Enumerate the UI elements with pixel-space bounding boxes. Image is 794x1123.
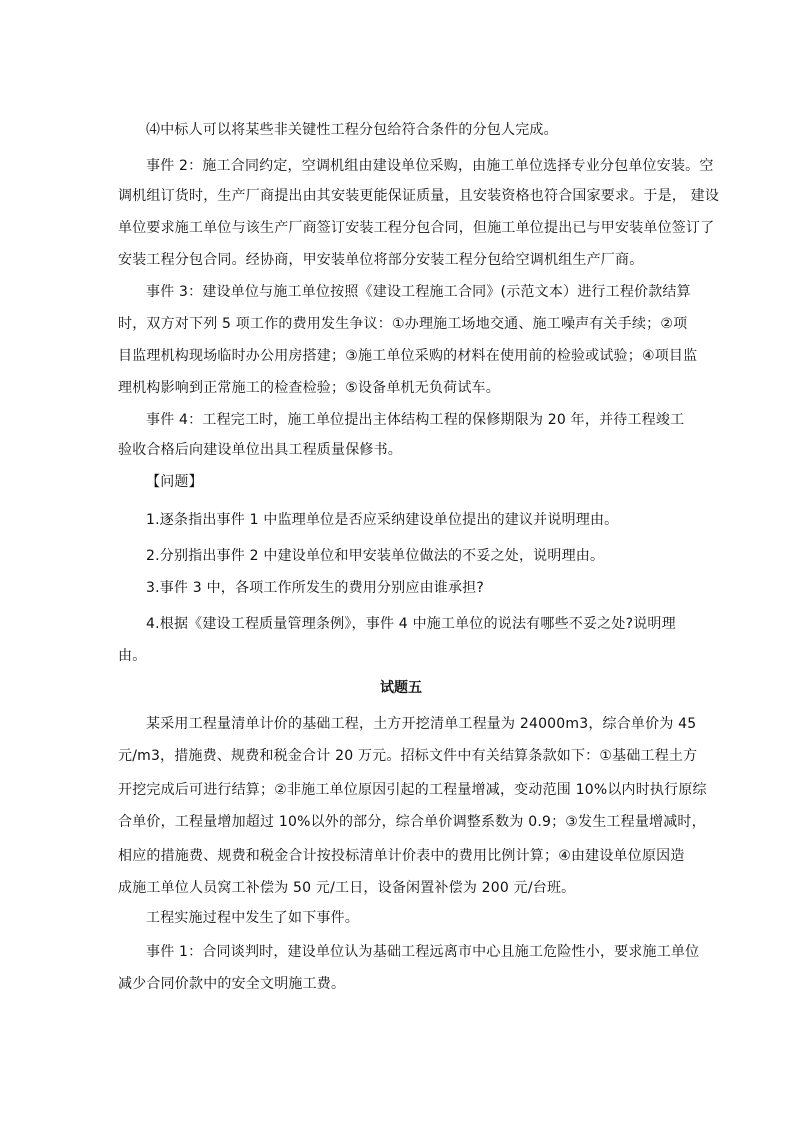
event-3-line-4: 理机构影响到正常施工的检查检验；⑤设备单机无负荷试车。 [118, 380, 500, 396]
event-3-line-3: 目监理机构现场临时办公用房搭建；③施工单位采购的材料在使用前的检验或试验；④项目监 [118, 348, 698, 364]
clause-4-text: ⑷中标人可以将某些非关键性工程分包给符合条件的分包人完成。 [146, 122, 558, 138]
problem-5-line-1: 某采用工程量清单计价的基础工程，土方开挖清单工程量为 24000m3，综合单价为 45 [146, 716, 697, 732]
event-2-line-1: 事件 2：施工合同约定，空调机组由建设单位采购，由施工单位选择专业分包单位安装。空 [146, 158, 714, 174]
problem-5-line-2: 元/m3，措施费、规费和税金合计 20 万元。招标文件中有关结算条款如下：①基础工程土方 [118, 748, 698, 764]
p5-event-1-line-1: 事件 1：合同谈判时，建设单位认为基础工程远离市中心且施工危险性小，要求施工单位 [146, 944, 700, 960]
event-4-line-2: 验收合格后向建设单位出具工程质量保修书。 [118, 442, 402, 458]
event-2-line-3: 单位要求施工单位与该生产厂商签订安装工程分包合同，但施工单位提出已与甲安装单位签订了 [118, 220, 715, 236]
problem-5-line-5: 相应的措施费、规费和税金合计按投标清单计价表中的费用比例计算；④由建设单位原因造 [118, 848, 685, 864]
p5-event-1-line-2: 减少合同价款中的安全文明施工费。 [118, 976, 346, 992]
question-1: 1.逐条指出事件 1 中监理单位是否应采纳建设单位提出的建议并说明理由。 [146, 512, 619, 528]
event-3-line-1: 事件 3：建设单位与施工单位按照《建设工程施工合同》(示范文本）进行工程价款结算 [146, 284, 691, 300]
problem-5-line-6: 成施工单位人员窝工补偿为 50 元/工日，设备闲置补偿为 200 元/台班。 [118, 880, 576, 896]
question-4-line-2: 由。 [118, 648, 147, 664]
question-3: 3.事件 3 中，各项工作所发生的费用分别应由谁承担? [146, 580, 484, 596]
event-4-line-1: 事件 4：工程完工时，施工单位提出主体结构工程的保修期限为 20 年，并待工程竣工 [146, 412, 685, 428]
events-intro: 工程实施过程中发生了如下事件。 [146, 910, 359, 926]
section-title: 试题五 [380, 680, 422, 696]
question-4-line-1: 4.根据《建设工程质量管理条例》，事件 4 中施工单位的说法有哪些不妥之处?说明理 [146, 616, 676, 632]
event-3-line-2: 时，双方对下列 5 项工作的费用发生争议：①办理施工场地交通、施工噪声有关手续；②项 [118, 316, 688, 332]
questions-heading: 【问题】 [146, 474, 203, 490]
document-page [118, 0, 720, 1123]
problem-5-line-3: 开挖完成后可进行结算；②非施工单位原因引起的工程量增减，变动范围 10%以内时执行原综 [118, 782, 707, 798]
problem-5-line-4: 合单价，工程量增加超过 10%以外的部分，综合单价调整系数为 0.9；③发生工程量增减时， [118, 814, 706, 830]
event-2-line-2: 调机组订货时，生产厂商提出由其安装更能保证质量，且安装资格也符合国家要求。于是， 建设 [118, 188, 720, 204]
question-2: 2.分别指出事件 2 中建设单位和甲安装单位做法的不妥之处，说明理由。 [146, 548, 605, 564]
event-2-line-4: 安装工程分包合同。经协商，甲安装单位将部分安装工程分包给空调机组生产厂商。 [118, 252, 644, 268]
